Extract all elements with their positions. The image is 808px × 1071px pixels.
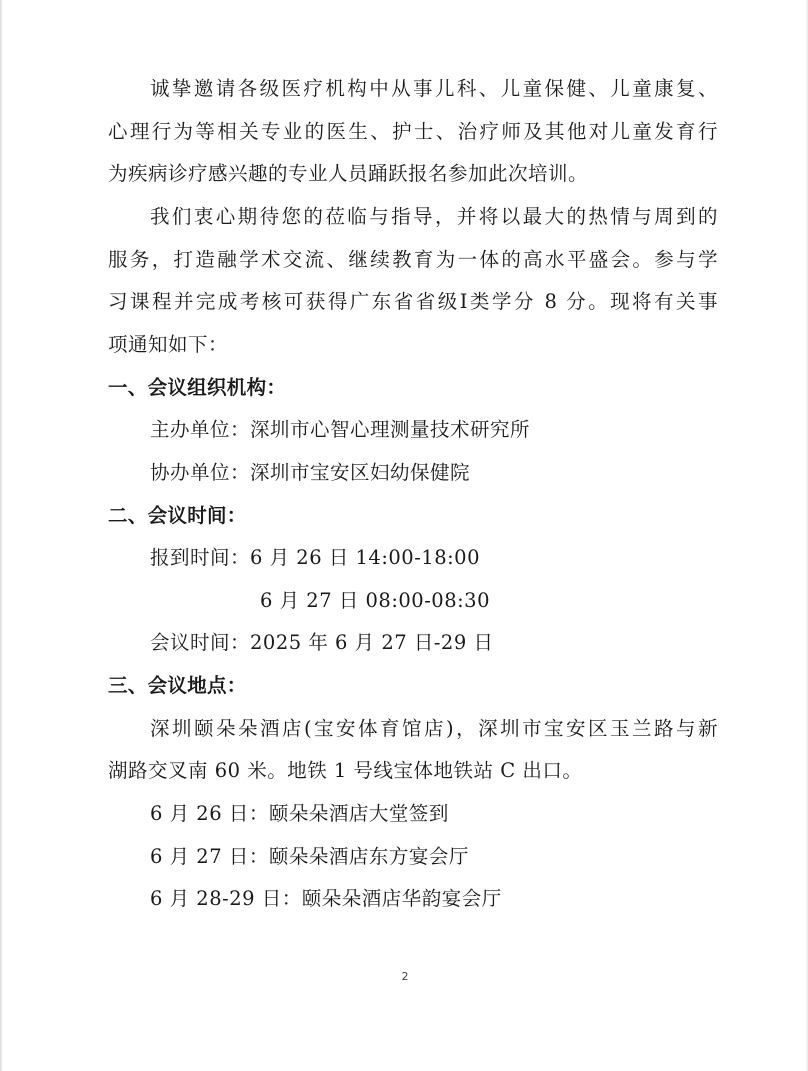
paragraph-2-line-2: 服务，打造融学术交流、继续教育为一体的高水平盛会。参与学 xyxy=(108,248,718,271)
venue-june-27: 6 月 27 日：颐朵朵酒店东方宴会厅 xyxy=(150,845,469,868)
venue-june-26: 6 月 26 日：颐朵朵酒店大堂签到 xyxy=(150,802,449,825)
co-host-organization: 协办单位：深圳市宝安区妇幼保健院 xyxy=(150,461,471,484)
registration-time-2: 6 月 27 日 08:00-08:30 xyxy=(260,589,490,612)
paragraph-1-line-3: 为疾病诊疗感兴趣的专业人员踊跃报名参加此次培训。 xyxy=(108,162,589,185)
section-2-heading: 二、会议时间： xyxy=(108,504,247,527)
paragraph-2-line-4: 项通知如下： xyxy=(108,333,229,356)
paragraph-1-line-1: 诚挚邀请各级医疗机构中从事儿科、儿童保健、儿童康复、 xyxy=(150,77,718,100)
page-number: 2 xyxy=(401,970,409,983)
section-3-heading: 三、会议地点： xyxy=(108,674,247,697)
venue-june-28-29: 6 月 28-29 日：颐朵朵酒店华韵宴会厅 xyxy=(150,887,502,910)
meeting-time: 会议时间：2025 年 6 月 27 日-29 日 xyxy=(150,631,494,654)
host-organization: 主办单位：深圳市心智心理测量技术研究所 xyxy=(150,418,531,441)
section-1-heading: 一、会议组织机构： xyxy=(108,376,287,399)
scan-edge-left xyxy=(0,0,3,1071)
paragraph-2-line-1: 我们衷心期待您的莅临与指导，并将以最大的热情与周到的 xyxy=(150,205,718,228)
address-line-1: 深圳颐朵朵酒店(宝安体育馆店)，深圳市宝安区玉兰路与新 xyxy=(150,717,718,740)
paragraph-1-line-2: 心理行为等相关专业的医生、护士、治疗师及其他对儿童发育行 xyxy=(108,120,718,143)
address-line-2: 湖路交叉南 60 米。地铁 1 号线宝体地铁站 C 出口。 xyxy=(108,759,583,782)
paragraph-2-line-3: 习课程并完成考核可获得广东省省级Ⅰ类学分 8 分。现将有关事 xyxy=(108,290,718,313)
registration-time-1: 报到时间：6 月 26 日 14:00-18:00 xyxy=(150,546,480,569)
